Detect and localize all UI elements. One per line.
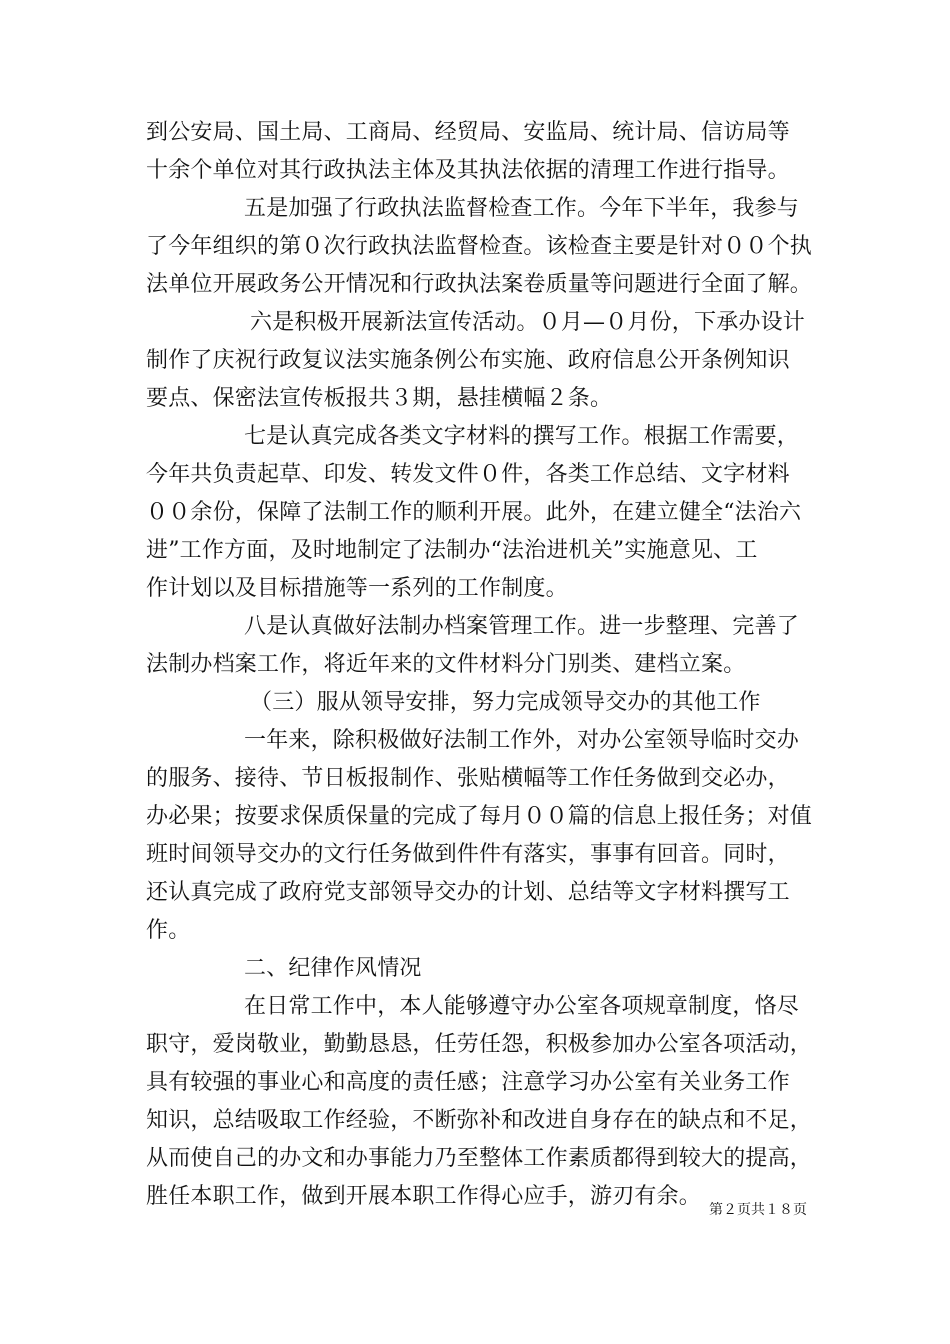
- paragraph-start: 在日常工作中，本人能够遵守办公室各项规章制度，恪尽: [244, 994, 800, 1019]
- paragraph-start: 五是加强了行政执法监督检查工作。今年下半年，我参与: [244, 196, 800, 221]
- section-heading: （三）服从领导安排，努力完成领导交办的其他工作: [250, 690, 761, 715]
- paragraph-start: 一年来，除积极做好法制工作外，对办公室领导临时交办: [244, 728, 800, 753]
- text-line: 作计划以及目标措施等一系列的工作制度。: [146, 576, 568, 601]
- text-line: 还认真完成了政府党支部领导交办的计划、总结等文字材料撰写工: [146, 880, 790, 905]
- text-line: 具有较强的事业心和高度的责任感；注意学习办公室有关业务工作: [146, 1070, 790, 1095]
- document-body: [146, 114, 813, 1216]
- text-line: 制作了庆祝行政复议法实施条例公布实施、政府信息公开条例知识: [146, 348, 790, 373]
- text-line: 法单位开展政务公开情况和行政执法案卷质量等问题进行全面了解。: [146, 272, 813, 297]
- text-line: 作。: [146, 918, 191, 943]
- text-line: 今年共负责起草、印发、转发文件０件，各类工作总结、文字材料: [146, 462, 790, 487]
- paragraph-start: 六是积极开展新法宣传活动。０月—０月份，下承办设计: [250, 310, 806, 335]
- text-line: 办必果；按要求保质保量的完成了每月００篇的信息上报任务；对值: [146, 804, 813, 829]
- page-footer: [0, 1200, 950, 1220]
- text-line: 进”工作方面，及时地制定了法制办“法治进机关”实施意见、工: [146, 538, 758, 563]
- text-line: 到公安局、国土局、工商局、经贸局、安监局、统计局、信访局等: [146, 120, 790, 145]
- text-line: 的服务、接待、节日板报制作、张贴横幅等工作任务做到交必办，: [146, 766, 790, 791]
- section-heading: 二、纪律作风情况: [244, 956, 422, 981]
- paragraph-start: 七是认真完成各类文字材料的撰写工作。根据工作需要，: [244, 424, 800, 449]
- text-line: 胜任本职工作，做到开展本职工作得心应手，游刃有余。: [146, 1184, 702, 1209]
- paragraph-start: 八是认真做好法制办档案管理工作。进一步整理、完善了: [244, 614, 800, 639]
- text-line: 从而使自己的办文和办事能力乃至整体工作素质都得到较大的提高，: [146, 1146, 813, 1171]
- text-line: 了今年组织的第０次行政执法监督检查。该检查主要是针对００个执: [146, 234, 813, 259]
- text-line: 要点、保密法宣传板报共３期，悬挂横幅２条。: [146, 386, 613, 411]
- text-line: 职守，爱岗敬业，勤勤恳恳，任劳任怨，积极参加办公室各项活动，: [146, 1032, 813, 1057]
- text-line: 十余个单位对其行政执法主体及其执法依据的清理工作进行指导。: [146, 158, 790, 183]
- text-line: 法制办档案工作，将近年来的文件材料分门别类、建档立案。: [146, 652, 746, 677]
- text-line: 班时间领导交办的文行任务做到件件有落实，事事有回音。同时，: [146, 842, 790, 867]
- text-line: 知识，总结吸取工作经验，不断弥补和改进自身存在的缺点和不足，: [146, 1108, 813, 1133]
- page-number: 第２页共１８页: [709, 1202, 807, 1218]
- text-line: ００余份，保障了法制工作的顺利开展。此外，在建立健全“法治六: [146, 500, 802, 525]
